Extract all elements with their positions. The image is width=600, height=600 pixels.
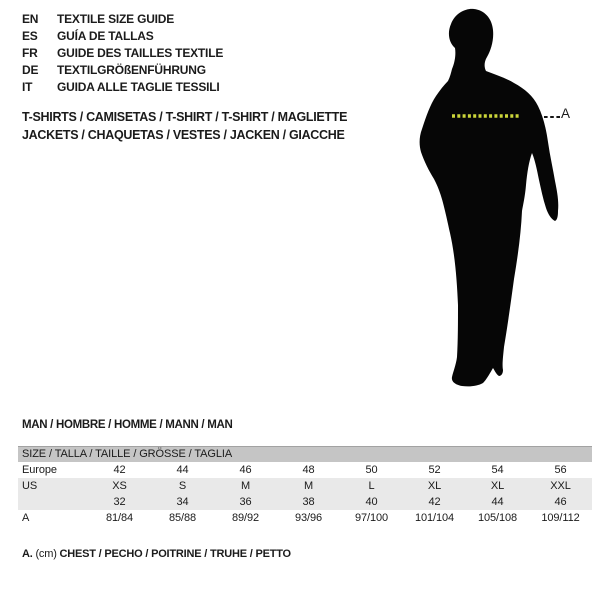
language-label: TEXTILE SIZE GUIDE	[57, 12, 175, 26]
language-code: FR	[22, 46, 38, 60]
language-row	[22, 45, 223, 62]
language-code: DE	[22, 63, 39, 77]
size-cell: 42	[428, 496, 441, 508]
size-cell: 93/96	[294, 512, 323, 524]
size-cell: 34	[176, 496, 189, 508]
row-label	[18, 494, 88, 510]
language-label: TEXTILGRÖßENFÜHRUNG	[57, 63, 206, 77]
size-cell: 48	[302, 464, 315, 476]
man-silhouette-shape	[420, 9, 559, 387]
language-label: GUÍA DE TALLAS	[57, 29, 154, 43]
size-cell: 44	[176, 464, 189, 476]
size-cell: 56	[554, 464, 567, 476]
language-code: ES	[22, 29, 38, 43]
size-cell: 52	[428, 464, 441, 476]
category-line-tshirts: T-SHIRTS / CAMISETAS / T-SHIRT / T-SHIRT / MAGLIETTE	[22, 110, 348, 124]
language-row	[22, 79, 223, 96]
size-cell: 54	[491, 464, 504, 476]
size-cell: 81/84	[105, 512, 134, 524]
man-silhouette	[400, 5, 580, 395]
size-cell: 32	[113, 496, 126, 508]
size-cell: S	[178, 480, 187, 492]
size-cell: 50	[365, 464, 378, 476]
size-cell: 85/88	[168, 512, 197, 524]
size-cell: XS	[112, 480, 127, 492]
size-cell: XXL	[550, 480, 571, 492]
size-cell: 40	[365, 496, 378, 508]
language-label: GUIDA ALLE TAGLIE TESSILI	[57, 80, 220, 94]
section-heading-man: MAN / HOMBRE / HOMME / MANN / MAN	[22, 419, 233, 431]
footnote-unit: (cm)	[35, 548, 57, 560]
size-cell: 46	[239, 464, 252, 476]
language-code: EN	[22, 12, 39, 26]
table-row-chest	[18, 510, 592, 526]
footnote-text: CHEST / PECHO / POITRINE / TRUHE / PETTO	[59, 548, 291, 560]
size-table	[18, 446, 592, 526]
language-list	[22, 11, 223, 96]
size-cell: M	[240, 480, 251, 492]
size-cell: 36	[239, 496, 252, 508]
row-label: A	[22, 512, 30, 524]
size-cell: 97/100	[354, 512, 389, 524]
language-row	[22, 11, 223, 28]
table-row-europe	[18, 462, 592, 478]
size-cell: M	[303, 480, 314, 492]
size-cell: 101/104	[414, 512, 455, 524]
size-cell: 89/92	[231, 512, 260, 524]
size-cell: XL	[427, 480, 442, 492]
size-cell: 109/112	[541, 512, 580, 524]
row-label: US	[22, 480, 38, 492]
size-cell: 44	[491, 496, 504, 508]
man-silhouette-figure	[400, 5, 580, 395]
category-lines	[22, 108, 347, 144]
footnote-prefix: A.	[22, 548, 33, 560]
size-table-header: SIZE / TALLA / TAILLE / GRÖSSE / TAGLIA	[18, 446, 592, 462]
size-cell: 42	[113, 464, 126, 476]
language-row	[22, 62, 223, 79]
table-row-us	[18, 478, 592, 494]
size-cell: L	[368, 480, 375, 492]
size-cell: 46	[554, 496, 567, 508]
category-line-jackets: JACKETS / CHAQUETAS / VESTES / JACKEN / GIACCHE	[22, 128, 345, 142]
language-code: IT	[22, 80, 33, 94]
measure-label-a: A	[561, 106, 571, 121]
row-label: Europe	[22, 464, 57, 476]
size-cell: XL	[490, 480, 505, 492]
size-cell: 38	[302, 496, 315, 508]
language-label: GUIDE DES TAILLES TEXTILE	[57, 46, 224, 60]
measurement-footnote	[22, 548, 291, 560]
size-cell: 105/108	[477, 512, 518, 524]
language-row	[22, 28, 223, 45]
table-row-us-numeric	[18, 494, 592, 510]
